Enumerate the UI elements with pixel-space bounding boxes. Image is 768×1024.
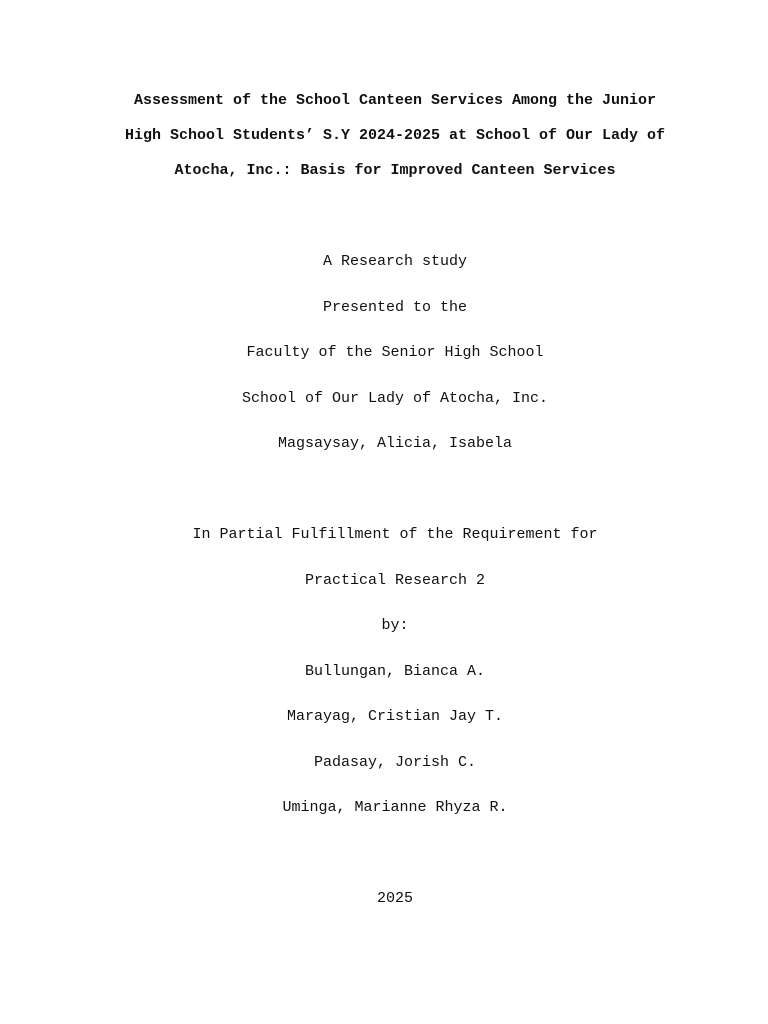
title-line-1: Assessment of the School Canteen Services Among the Junior <box>133 92 657 109</box>
year: 2025 <box>376 890 413 907</box>
school-name: School of Our Lady of Atocha, Inc. <box>241 390 549 407</box>
author-name: Marayag, Cristian Jay T. <box>286 708 504 725</box>
research-study-label: A Research study <box>322 253 468 270</box>
author-name: Bullungan, Bianca A. <box>304 663 486 680</box>
title-line-2: High School Students’ S.Y 2024-2025 at School of Our Lady of <box>124 127 666 144</box>
author-name: Uminga, Marianne Rhyza R. <box>282 799 508 816</box>
title-line-3: Atocha, Inc.: Basis for Improved Canteen Services <box>174 162 616 179</box>
faculty-label: Faculty of the Senior High School <box>246 344 544 361</box>
fulfillment-statement: In Partial Fulfillment of the Requirement for <box>192 526 598 543</box>
by-label: by: <box>381 617 409 634</box>
author-name: Padasay, Jorish C. <box>313 754 477 771</box>
school-address: Magsaysay, Alicia, Isabela <box>277 435 513 452</box>
presented-to-label: Presented to the <box>322 299 468 316</box>
subject-name: Practical Research 2 <box>304 572 486 589</box>
